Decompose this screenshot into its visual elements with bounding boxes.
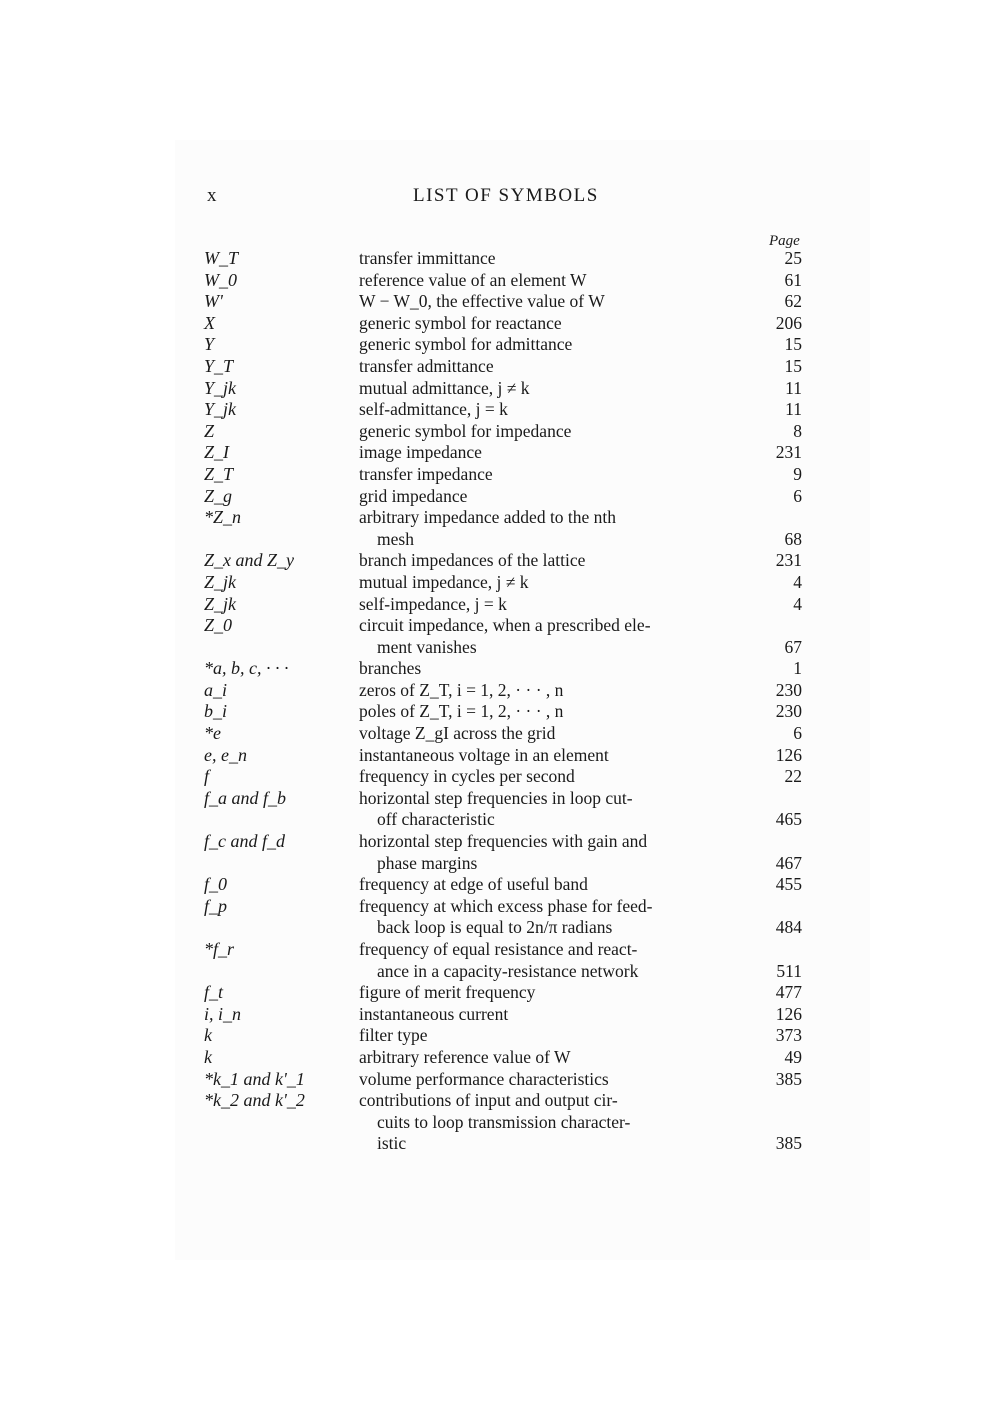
entry-page-number: 373 [775,1025,802,1046]
symbol-entry [0,1004,1000,1026]
entry-symbol: Z_x and Z_y [204,550,294,571]
symbol-entry [0,378,1000,400]
entry-description [359,745,696,767]
entry-description [359,723,696,745]
entry-symbol: W_0 [204,269,237,290]
description-line: horizontal step frequencies in loop cut- [359,787,633,808]
description-line: transfer immittance [359,248,496,268]
entry-page-number: 25 [784,248,802,268]
symbol-entry [0,615,1000,658]
entry-page-number: 206 [775,312,802,333]
entry-symbol: f_c and f_d [204,831,285,852]
description-line: poles of Z_T, i = 1, 2, · · · , n [359,701,564,722]
description-line: contributions of input and output cir- [359,1090,618,1111]
symbol-entry [0,486,1000,508]
description-line: arbitrary reference value of W [359,1046,571,1067]
entry-description [359,442,696,464]
description-line: reference value of an element W [359,269,587,290]
description-line: generic symbol for reactance [359,312,562,333]
description-line: cuits to loop transmission character- [377,1111,631,1132]
symbol-entry [0,572,1000,594]
entry-symbol: Z [204,420,215,441]
symbol-entry [0,982,1000,1004]
entry-symbol: W_T [204,248,239,268]
entry-description [359,248,696,270]
entry-symbol: Z_0 [204,615,233,636]
description-line: image impedance [359,442,482,463]
description-line: circuit impedance, when a prescribed ele- [359,615,651,636]
entry-description [359,1047,696,1069]
symbol-entry [0,1047,1000,1069]
description-line: ance in a capacity-resistance network [377,960,639,981]
description-line: zeros of Z_T, i = 1, 2, · · · , n [359,679,564,700]
entry-page-number: 67 [784,636,802,657]
entry-page-number: 230 [775,679,802,700]
entry-symbol: a_i [204,679,228,700]
entry-description [359,594,696,616]
entry-symbol: *f_r [204,939,235,959]
entry-description [359,1004,696,1026]
symbol-entry [0,831,1000,874]
entry-page-number: 455 [775,874,802,895]
entry-description [359,486,696,508]
description-line: back loop is equal to 2n/π radians [377,917,613,938]
symbol-entry [0,874,1000,896]
entry-page-number: 126 [775,1003,802,1024]
entry-page-number: 49 [784,1046,802,1067]
entry-symbol: b_i [204,701,228,722]
description-line: transfer impedance [359,463,493,484]
description-line: frequency at which excess phase for feed- [359,895,653,916]
entry-symbol: *k_2 and k'_2 [204,1090,305,1111]
entry-description [359,313,696,335]
symbol-entry [0,442,1000,464]
symbol-entry [0,723,1000,745]
page-column-label: Page [769,233,800,249]
symbol-entry [0,356,1000,378]
description-line: frequency at edge of useful band [359,874,588,895]
description-line: mutual admittance, j ≠ k [359,377,530,398]
description-line: voltage Z_gI across the grid [359,723,556,744]
entry-description [359,421,696,443]
entry-description [359,1090,696,1155]
entry-symbol: k [204,1025,212,1046]
symbol-entry [0,464,1000,486]
description-line: ment vanishes [377,636,477,657]
entry-description [359,680,696,702]
entry-page-number: 1 [793,658,802,679]
entry-symbol: *Z_n [204,507,242,528]
symbol-list [0,248,1000,1155]
entry-symbol: Y_jk [204,399,237,420]
description-line: grid impedance [359,485,468,506]
entry-page-number: 8 [793,420,802,441]
entry-description [359,550,696,572]
entry-symbol: Z_T [204,463,234,484]
description-line: mutual impedance, j ≠ k [359,571,529,592]
symbol-entry [0,680,1000,702]
entry-symbol: Z_g [204,485,233,506]
symbol-entry [0,270,1000,292]
symbol-entry [0,1069,1000,1091]
entry-description [359,788,696,831]
entry-page-number: 385 [775,1068,802,1089]
symbol-entry [0,334,1000,356]
description-line: phase margins [377,852,478,873]
entry-description [359,939,696,982]
entry-symbol: *k_1 and k'_1 [204,1068,305,1089]
description-line: frequency in cycles per second [359,766,575,787]
entry-page-number: 68 [784,528,802,549]
entry-description [359,831,696,874]
description-line: filter type [359,1025,428,1046]
description-line: branches [359,658,422,679]
entry-page-number: 126 [775,744,802,765]
running-head [0,185,1000,213]
entry-page-number: 484 [775,917,802,938]
entry-page-number: 231 [775,550,802,571]
symbol-entry [0,1025,1000,1047]
symbol-entry [0,421,1000,443]
description-line: instantaneous current [359,1003,509,1024]
symbol-entry [0,507,1000,550]
entry-symbol: f_a and f_b [204,787,287,808]
symbol-entry [0,896,1000,939]
symbol-entry [0,594,1000,616]
entry-description [359,334,696,356]
symbol-entry [0,399,1000,421]
description-line: mesh [377,528,414,549]
description-line: self-admittance, j = k [359,399,508,420]
entry-symbol: f_p [204,895,228,916]
description-line: generic symbol for admittance [359,334,573,355]
description-line: branch impedances of the lattice [359,550,586,571]
entry-page-number: 4 [793,571,802,592]
entry-page-number: 11 [785,399,802,420]
entry-description [359,766,696,788]
symbol-entry [0,658,1000,680]
entry-description [359,270,696,292]
description-line: off characteristic [377,809,495,830]
entry-page-number: 465 [775,809,802,830]
entry-page-number: 385 [775,1133,802,1154]
entry-symbol: Y [204,334,215,355]
symbol-entry [0,701,1000,723]
description-line: istic [377,1133,407,1154]
entry-description [359,572,696,594]
entry-symbol: f_t [204,982,224,1003]
entry-page-number: 511 [776,960,802,981]
entry-page-number: 15 [784,355,802,376]
entry-description [359,982,696,1004]
description-line: W − W_0, the effective value of W [359,291,605,312]
entry-description [359,896,696,939]
entry-description [359,464,696,486]
entry-symbol: Y_T [204,355,234,376]
description-line: transfer admittance [359,355,494,376]
entry-symbol: *e [204,723,221,744]
symbol-entry [0,939,1000,982]
entry-description [359,356,696,378]
entry-page-number: 231 [775,442,802,463]
entry-symbol: i, i_n [204,1003,242,1024]
page-number: x [207,185,217,206]
entry-symbol: f_0 [204,874,228,895]
entry-page-number: 6 [793,485,802,506]
entry-symbol: Z_jk [204,593,237,614]
entry-page-number: 62 [784,291,802,312]
symbol-entry [0,1090,1000,1155]
page-title: LIST OF SYMBOLS [413,185,599,206]
entry-page-number: 11 [785,377,802,398]
entry-page-number: 467 [775,852,802,873]
entry-description [359,1069,696,1091]
entry-description [359,701,696,723]
entry-description [359,615,696,658]
entry-page-number: 230 [775,701,802,722]
entry-symbol: k [204,1046,212,1067]
description-line: volume performance characteristics [359,1068,609,1089]
entry-symbol: X [204,312,215,333]
description-line: horizontal step frequencies with gain and [359,831,648,852]
description-line: self-impedance, j = k [359,593,507,614]
entry-description [359,378,696,400]
entry-symbol: W' [204,291,223,312]
symbol-entry [0,291,1000,313]
description-line: figure of merit frequency [359,982,536,1003]
description-line: arbitrary impedance added to the nth [359,507,617,528]
entry-page-number: 61 [784,269,802,290]
description-line: generic symbol for impedance [359,420,572,441]
entry-description [359,658,696,680]
description-line: instantaneous voltage in an element [359,744,609,765]
symbol-entry [0,745,1000,767]
entry-description [359,291,696,313]
symbol-entry [0,550,1000,572]
symbol-entry [0,766,1000,788]
entry-description [359,1025,696,1047]
entry-symbol: *a, b, c, · · · [204,658,289,679]
entry-symbol: f [204,766,210,787]
entry-description [359,399,696,421]
entry-page-number: 4 [793,593,802,614]
symbol-entry [0,248,1000,270]
entry-page-number: 9 [793,463,802,484]
entry-symbol: e, e_n [204,744,247,765]
symbol-entry [0,788,1000,831]
entry-page-number: 6 [793,723,802,744]
entry-symbol: Y_jk [204,377,237,398]
entry-page-number: 22 [784,766,802,787]
entry-page-number: 477 [775,982,802,1003]
entry-symbol: Z_I [204,442,230,463]
description-line: frequency of equal resistance and react- [359,939,638,959]
entry-symbol: Z_jk [204,571,237,592]
entry-description [359,507,696,550]
symbol-entry [0,313,1000,335]
entry-description [359,874,696,896]
entry-page-number: 15 [784,334,802,355]
